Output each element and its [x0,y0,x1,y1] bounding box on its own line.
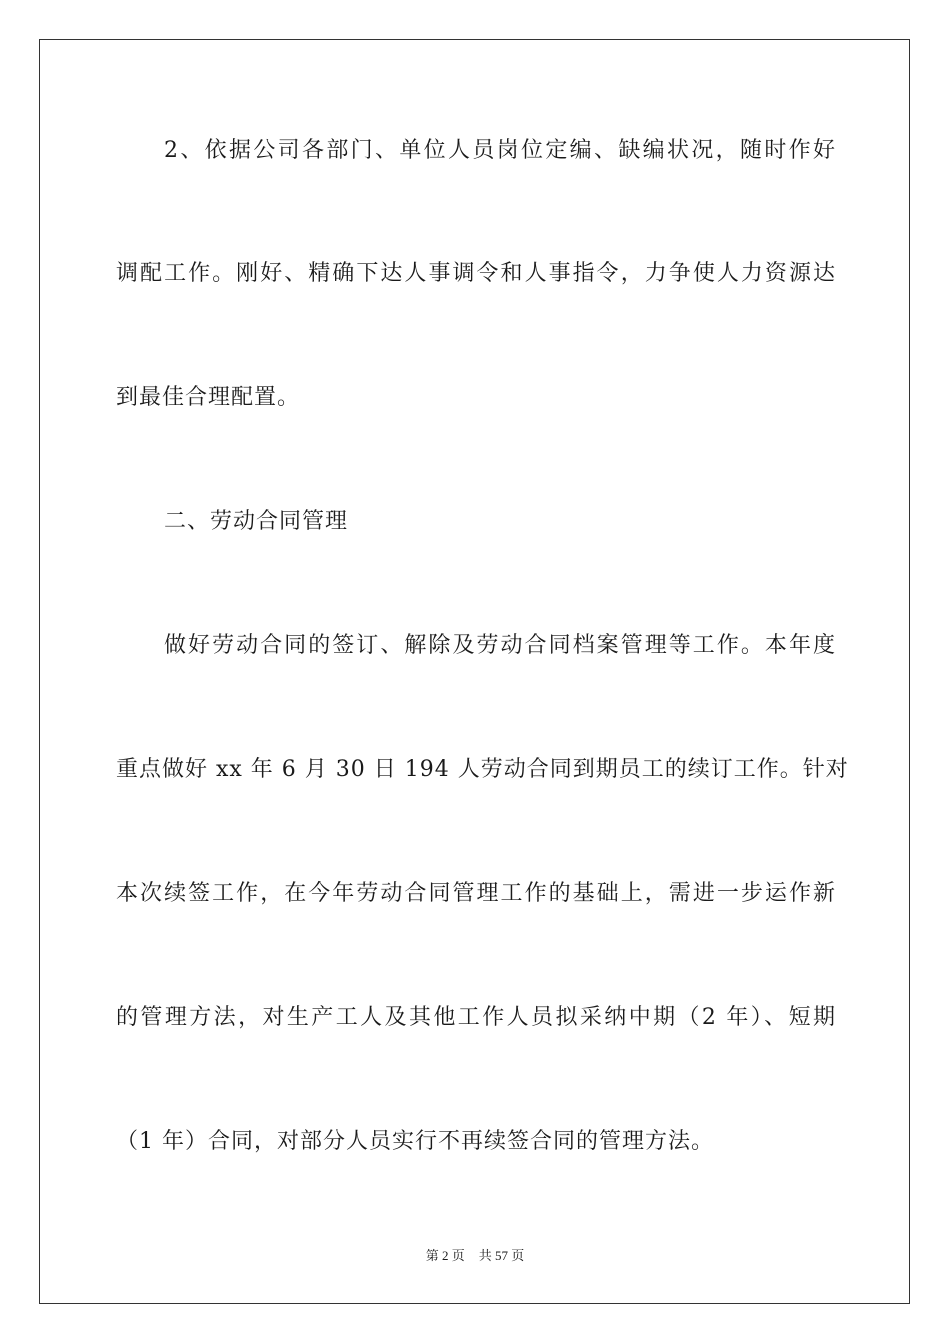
paragraph-line-2: 调配工作。刚好、精确下达人事调令和人事指令，力争使人力资源达 [116,261,836,286]
paragraph-line-1: 2、依据公司各部门、单位人员岗位定编、缺编状况，随时作好 [164,138,836,163]
paragraph-line-6: 重点做好 xx 年 6 月 30 日 194 人劳动合同到期员工的续订工作。针对 [116,757,849,782]
page-border [39,39,910,1304]
page-footer [0,1247,950,1265]
page-number: 第 2 页 [425,1248,465,1263]
paragraph-line-8: 的管理方法，对生产工人及其他工作人员拟采纳中期（2 年）、短期 [116,1005,836,1030]
paragraph-line-3: 到最佳合理配置。 [116,385,301,410]
section-heading: 二、劳动合同管理 [164,509,349,534]
paragraph-line-7: 本次续签工作，在今年劳动合同管理工作的基础上，需进一步运作新 [116,881,836,906]
page-total: 共 57 页 [478,1248,525,1263]
paragraph-line-5: 做好劳动合同的签订、解除及劳动合同档案管理等工作。本年度 [164,633,836,658]
paragraph-line-9: （1 年）合同，对部分人员实行不再续签合同的管理方法。 [116,1129,714,1154]
